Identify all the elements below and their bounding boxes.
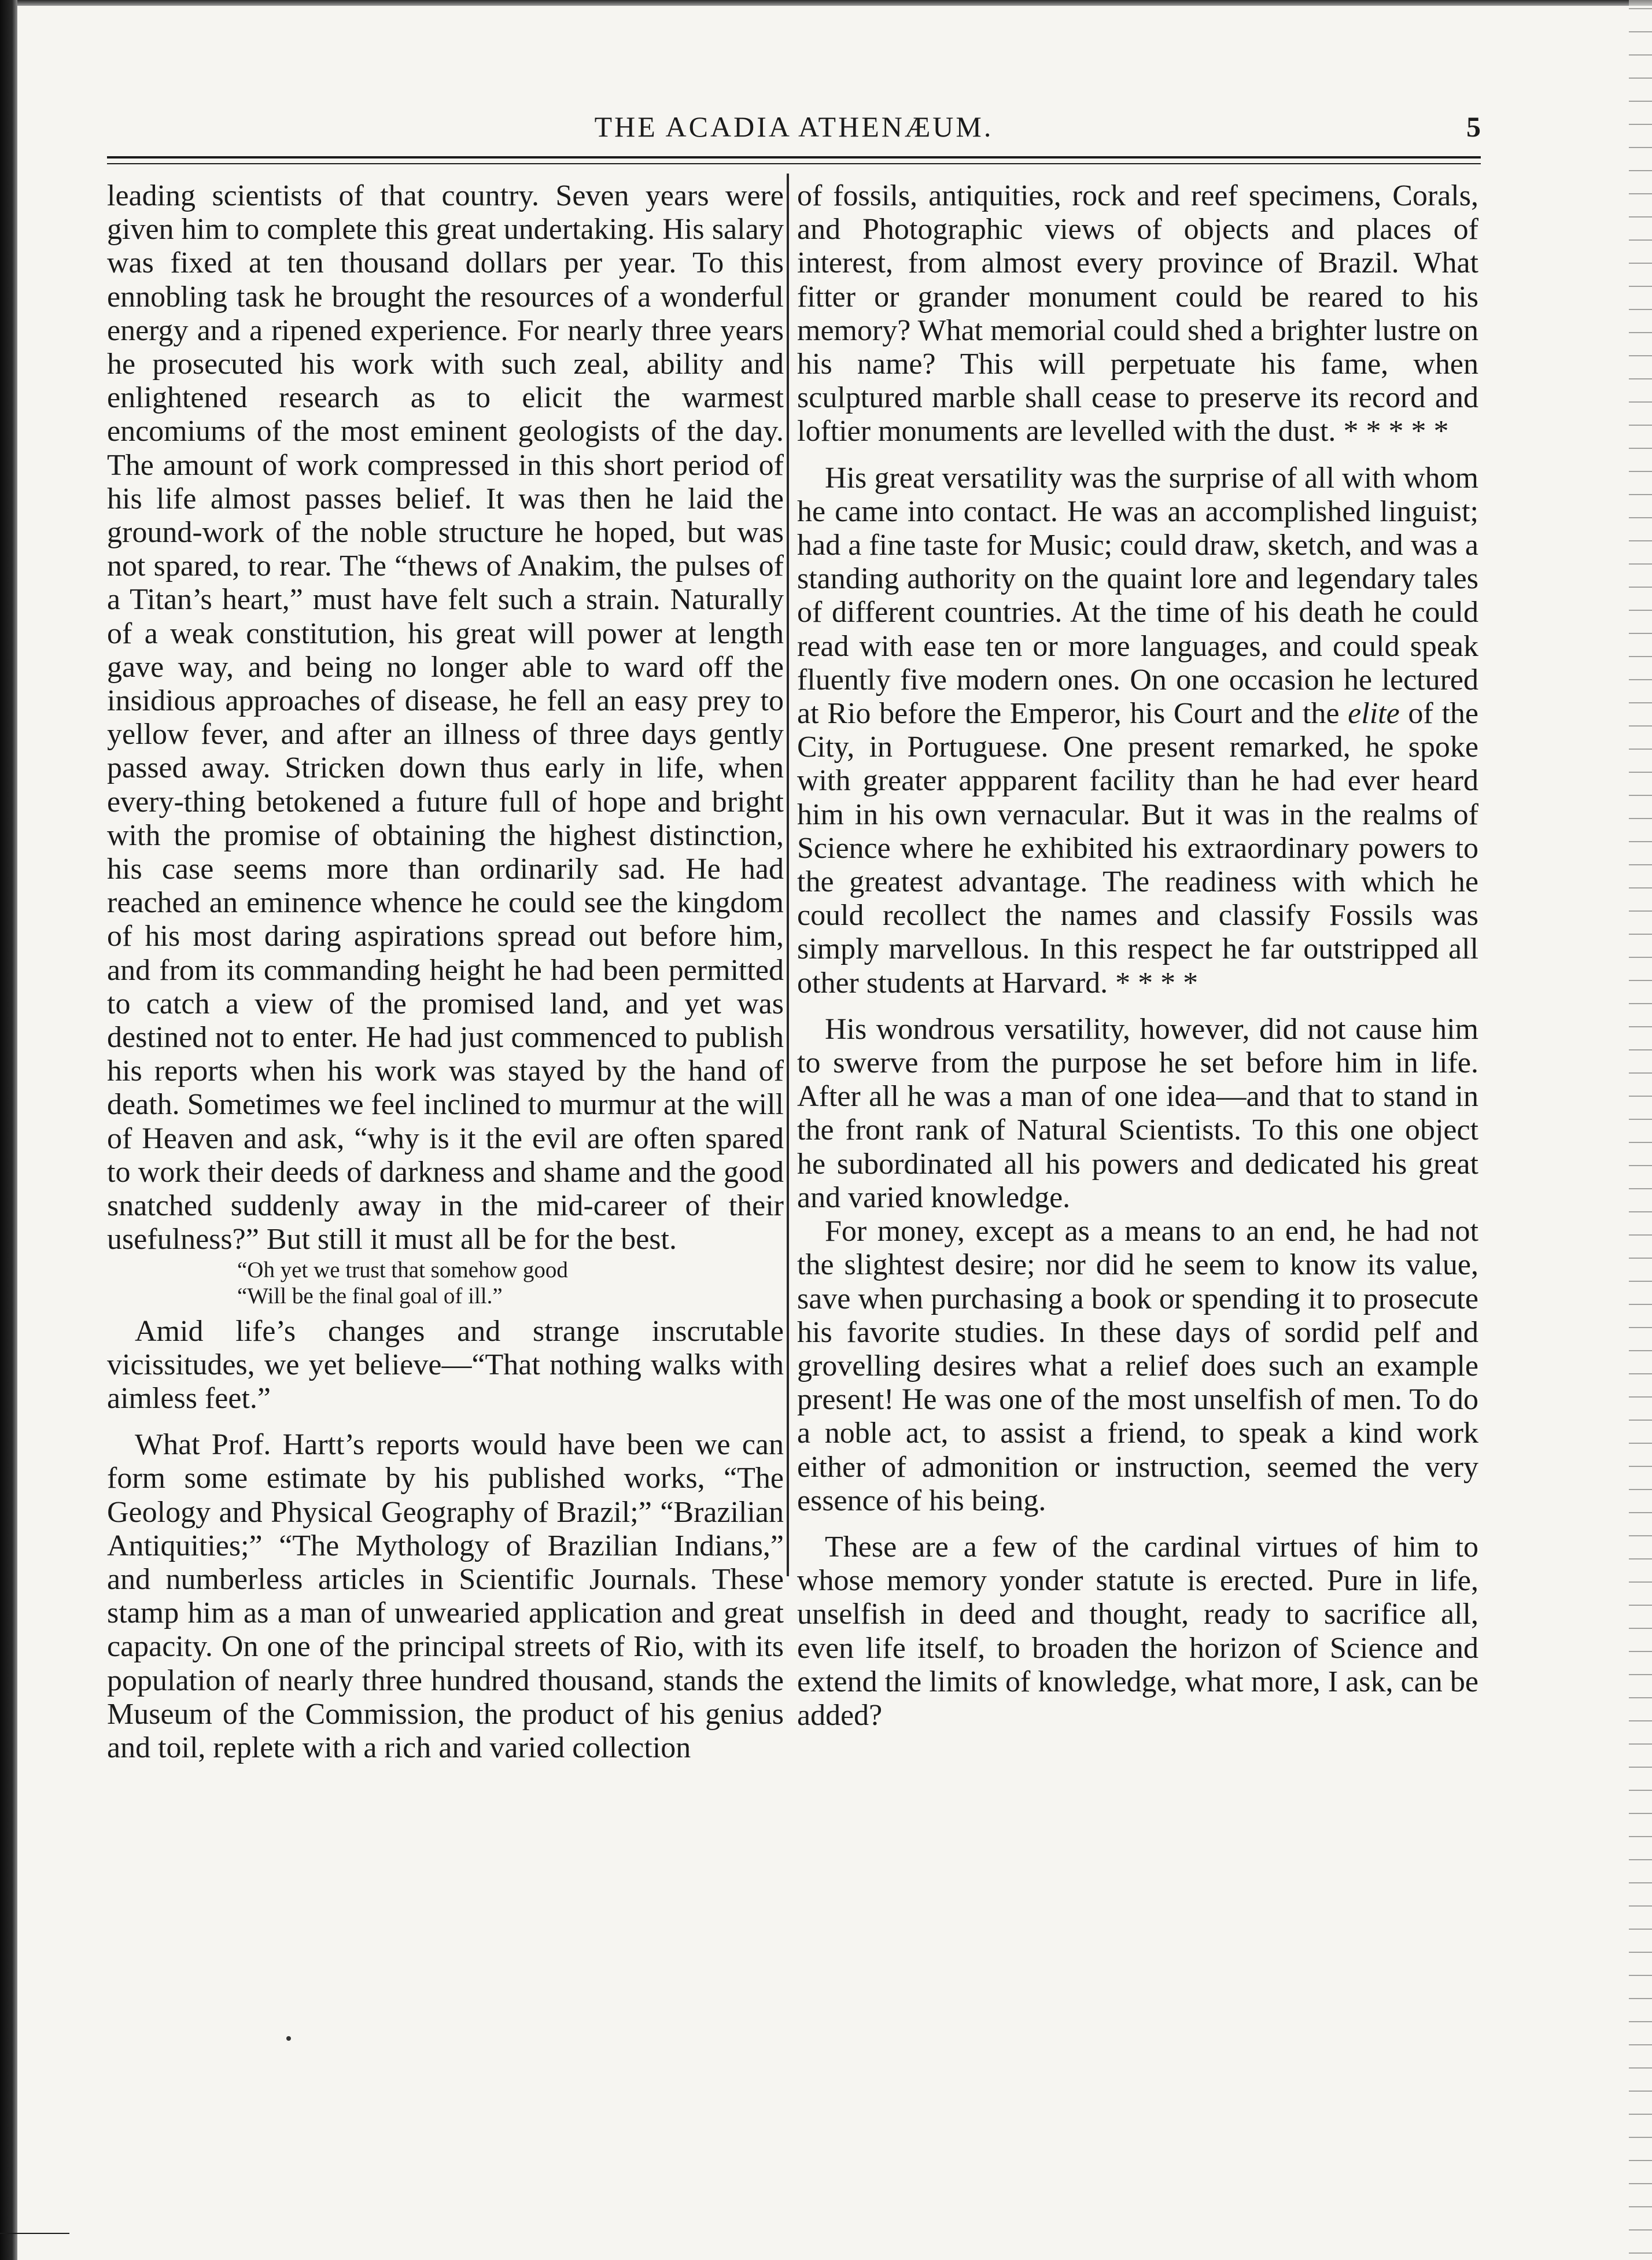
right-column xyxy=(797,179,1478,1732)
print-speck xyxy=(286,2036,291,2041)
column-divider xyxy=(787,174,789,1576)
poem-quote xyxy=(107,1257,784,1309)
journal-title: THE ACADIA ATHENÆUM. xyxy=(594,110,994,143)
right-paragraph-2-text-a: His great versatility was the surprise of all with whom he came into contact. He was an accomplished linguist; had a fine taste for Music; could draw, sketch, and was a standing authority on the quaint lore and legendary tales of different countries. At the time of his death he could read with ease ten or more languages, and could speak fluently five modern ones. On one occasion he lectured at Rio before the Emperor, his Court and the xyxy=(797,461,1478,731)
left-paragraph-3: What Prof. Hartt’s reports would have been we can form some estimate by his published works, “The Geology and Physical Geography of Brazil;” “Brazilian Antiquities;” “The Mythology of Brazilian Indians,” and numberless articles in Scientific Journals. These stamp him as a man of unwearied application and great capacity. On one of the principal streets of Rio, with its population of nearly three hundred thousand, stands the Museum of the Commission, the product of his genius and toil, replete with a rich and varied collection xyxy=(107,1428,784,1764)
bottom-edge-mark xyxy=(0,2233,69,2234)
left-column xyxy=(107,179,784,1765)
left-paragraph-2: Amid life’s changes and strange inscrutable vicissitudes, we yet believe—“That nothing walks with aimless feet.” xyxy=(107,1314,784,1415)
right-paragraph-2 xyxy=(797,462,1478,1000)
right-paragraph-2-text-b: of the City, in Portuguese. One present remarked, he spoke with greater appparent facility than he had ever heard him in his own vernacular. But it was in the realms of Science where he exhibited his extraordinary powers to the greatest advantage. The readiness with which he could recollect the names and classify Fossils was simply marvellous. In this respect he far outstripped all other students at Harvard. xyxy=(797,697,1478,1000)
italic-word-elite: elite xyxy=(1348,697,1400,731)
header-rule-thin xyxy=(107,163,1481,164)
page-binding-edge xyxy=(0,0,17,2260)
right-paragraph-3: His wondrous versatility, however, did not cause him to swerve from the purpose he set before him in life. After all he was a man of one idea—and that to stand in the front rank of Natural Scientists. To this one object he subordinated all his powers and dedicated his great and varied knowledge. xyxy=(797,1012,1478,1214)
section-break-asterisks-2: * * * * xyxy=(1115,966,1199,1000)
right-paragraph-1-text: of fossils, antiquities, rock and reef specimens, Corals, and Photographic views of objects and places of interest, from almost every province of Brazil. What fitter or grander monument could be reared to his memory? What memorial could shed a brighter lustre on his name? This will perpetuate his fame, when sculptured marble shall cease to preserve its record and loftier monuments are levelled with the dust. xyxy=(797,179,1478,448)
header-rule-thick xyxy=(107,156,1481,158)
right-paragraph-4: For money, except as a means to an end, he had not the slightest desire; nor did he seem to know its value, save when purchasing a book or spending it to prosecute his favorite studies. In these days of sordid pelf and grovelling desires what a relief does such an example present! He was one of the most unselfish of men. To do a noble act, to assist a friend, to speak a kind work either of admonition or instruction, seemed the very essence of his being. xyxy=(797,1215,1478,1517)
poem-line-1: “Oh yet we trust that somehow good xyxy=(237,1257,568,1282)
page-number: 5 xyxy=(1466,110,1481,143)
poem-line-2: “Will be the final goal of ill.” xyxy=(237,1283,503,1308)
right-paragraph-5: These are a few of the cardinal virtues of him to whose memory yonder statute is erected. Pure in life, unselfish in deed and thought, ready to sacrifice all, even life itself, to broaden the horizon of Science and extend the limits of knowledge, what more, I ask, can be added? xyxy=(797,1530,1478,1732)
running-header xyxy=(107,110,1481,150)
page-right-edge xyxy=(1629,0,1652,2260)
section-break-asterisks-1: * * * * * xyxy=(1343,415,1449,448)
left-paragraph-1: leading scientists of that country. Seven years were given him to complete this great undertaking. His salary was fixed at ten thousand dollars per year. To this ennobling task he brought the resources of a wonderful energy and a ripened experience. For nearly three years he prosecuted his work with such zeal, ability and enlightened research as to elicit the warmest encomiums of the most eminent geologists of the day. The amount of work compressed in this short period of his life almost passes belief. It was then he laid the ground-work of the noble structure he hoped, but was not spared, to rear. The “thews of Anakim, the pulses of a Titan’s heart,” must have felt such a strain. Naturally of a weak constitution, his great will power at length gave way, and being no longer able to ward off the insidious approaches of disease, he fell an easy prey to yellow fever, and after an illness of three days gently passed away. Stricken down thus early in life, when every-thing betokened a future full of hope and bright with the promise of obtaining the highest distinction, his case seems more than ordinarily sad. He had reached an eminence whence he could see the kingdom of his most daring aspirations spread out before him, and from its commanding height he had been permitted to catch a view of the promised land, and yet was destined not to enter. He had just commenced to publish his reports when his work was stayed by the hand of death. Sometimes we feel inclined to murmur at the will of Heaven and ask, “why is it the evil are often spared to work their deeds of darkness and shame and the good snatched suddenly away in the mid-career of their usefulness?” But still it must all be for the best. xyxy=(107,179,784,1256)
page-top-edge xyxy=(17,0,1652,6)
right-paragraph-1 xyxy=(797,179,1478,449)
